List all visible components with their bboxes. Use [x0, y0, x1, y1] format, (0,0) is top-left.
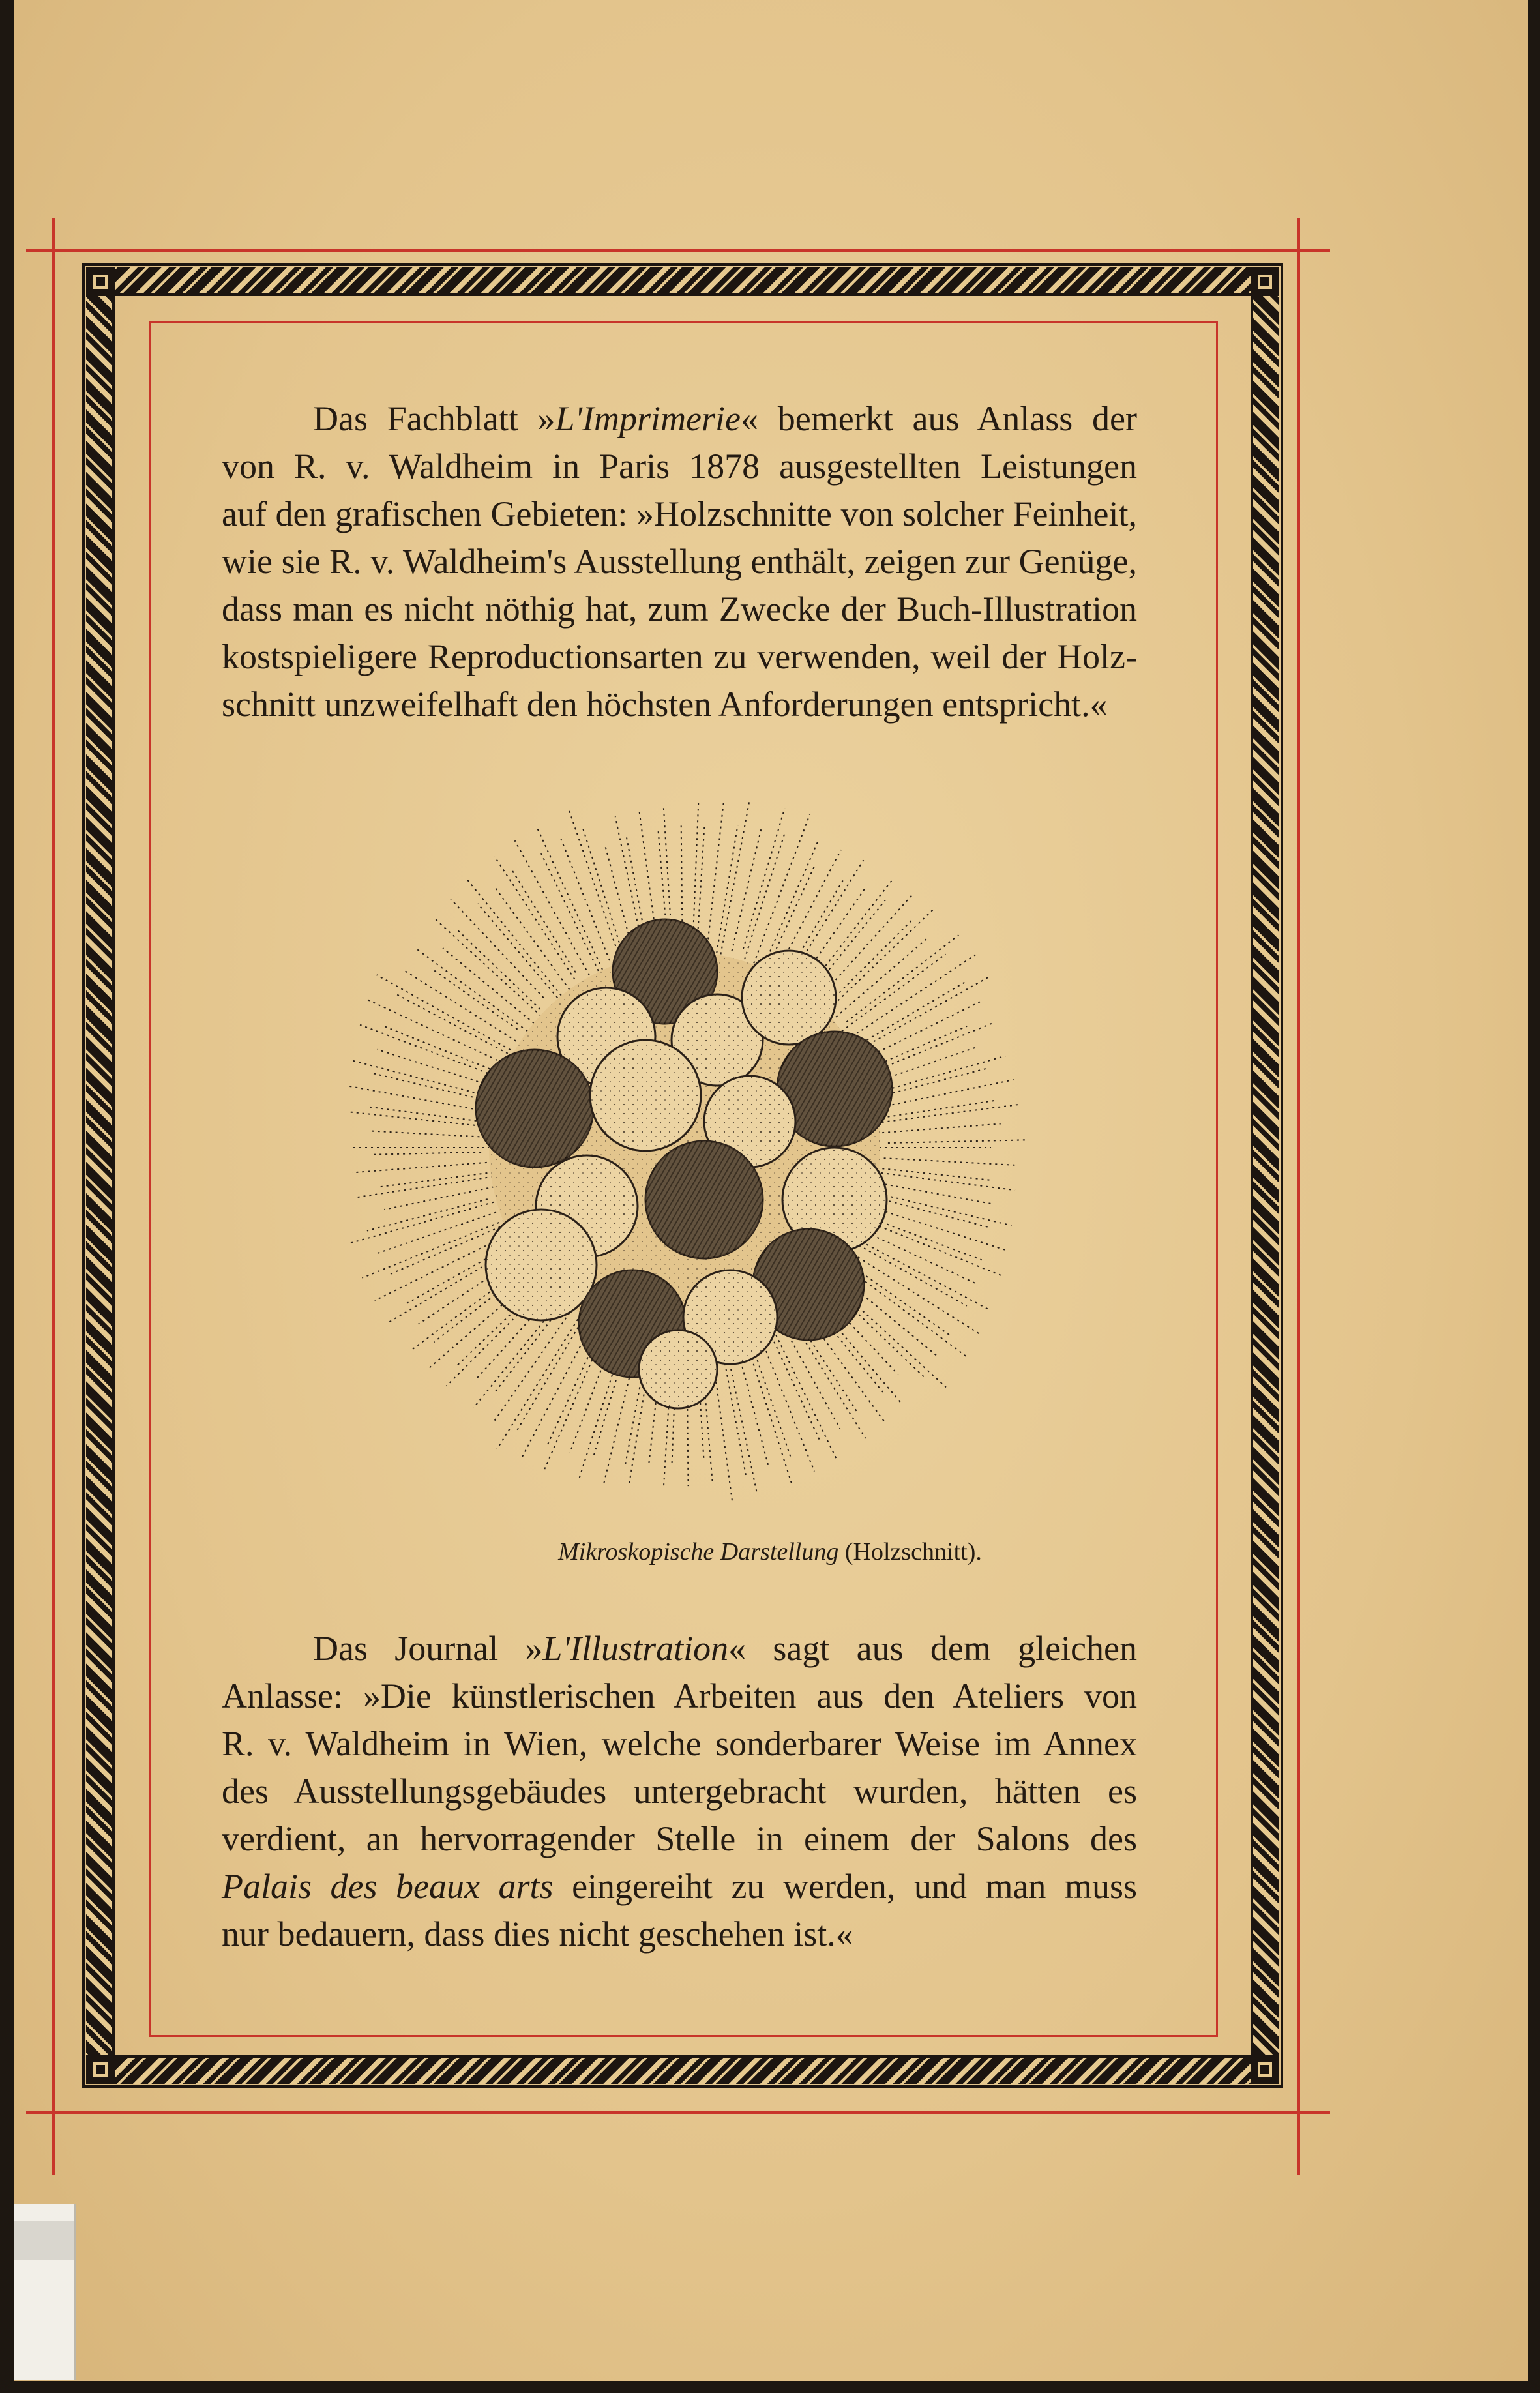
red-rule-top	[26, 249, 1330, 252]
corner-ornament-bottom-right	[1251, 2055, 1279, 2084]
light-cell-texture	[590, 1040, 701, 1151]
radiating-spine	[763, 841, 818, 968]
library-label-strip	[14, 2204, 76, 2380]
radiating-spine	[515, 840, 595, 985]
radiating-spine	[705, 801, 724, 962]
radiating-spine	[367, 1199, 488, 1230]
radiating-spine	[874, 1224, 1001, 1275]
text-line: von R. v. Waldheim in Paris 1878 ausgestellten Leistungen	[222, 447, 1137, 486]
radiating-spine	[348, 1202, 494, 1244]
scan-edge-left	[0, 0, 14, 2393]
corner-ornament-top-right	[1251, 267, 1279, 296]
corner-ornament-bottom-left	[86, 2055, 115, 2084]
radiating-spine	[876, 1105, 1020, 1123]
radiating-spine	[495, 856, 575, 979]
radiating-spine	[494, 1308, 572, 1421]
text-line: nur bedauern, dass dies nicht geschehen ist.«	[222, 1914, 853, 1954]
radiating-spine	[360, 1025, 499, 1078]
text-line: Palais des beaux arts eingereiht zu werden, und man muss	[222, 1867, 1137, 1906]
text-line: dass man es nicht nöthig hat, zum Zwecke der Buch-Illustration	[222, 589, 1137, 629]
radiating-spine	[371, 1131, 497, 1138]
radiating-spine	[377, 975, 516, 1052]
text-line: Anlasse: »Die künstlerischen Arbeiten aus den Ateliers von	[222, 1676, 1137, 1716]
red-rule-left	[52, 218, 55, 2175]
text-line: kostspieligere Reproductionsarten zu verwenden, weil der Holz-	[222, 637, 1137, 676]
radiating-spine	[378, 1172, 494, 1187]
radiating-spine	[349, 1086, 484, 1111]
scan-edge-bottom	[0, 2381, 1540, 2393]
radiating-spine	[741, 831, 786, 970]
radiating-spine	[767, 1326, 820, 1442]
light-cell-texture	[486, 1210, 597, 1320]
radiating-spine	[352, 1163, 486, 1173]
radiating-spine	[769, 864, 815, 964]
radiating-spine	[569, 810, 618, 952]
text-line: des Ausstellungsgebäudes untergebracht wurden, hätten es	[222, 1772, 1137, 1811]
radiating-spine	[833, 954, 946, 1038]
paragraph-l-imprimerie	[222, 395, 1137, 728]
radiating-spine	[443, 948, 539, 1027]
text-line: auf den grafischen Gebieten: »Holzschnitte von solcher Feinheit,	[222, 494, 1137, 533]
light-cell-texture	[639, 1330, 717, 1408]
radiating-spine	[872, 1157, 1015, 1165]
radiating-spine	[720, 802, 749, 954]
microscopic-engraving-illustration	[339, 782, 1030, 1519]
radiating-spine	[467, 880, 565, 1000]
radiating-spine	[478, 904, 565, 1007]
text-line: Das Fachblatt »L'Imprimerie« bemerkt aus Anlass der	[313, 399, 1137, 438]
red-rule-right	[1297, 218, 1300, 2175]
radiating-spine	[743, 808, 785, 949]
radiating-spine	[836, 937, 929, 1017]
caption-plain: (Holzschnitt).	[838, 1538, 982, 1566]
radiating-spine	[348, 1112, 493, 1127]
radiating-spine	[868, 1206, 1007, 1251]
dark-cell-texture	[476, 1050, 593, 1167]
text-line: schnitt unzweifelhaft den höchsten Anforderungen entspricht.«	[222, 685, 1108, 724]
dark-cell-texture	[645, 1141, 763, 1258]
radiating-spine	[451, 899, 544, 998]
radiating-spine	[512, 870, 576, 972]
radiating-spine	[367, 1000, 518, 1070]
radiating-spine	[373, 1152, 481, 1155]
radiating-spine	[853, 1242, 967, 1305]
figure-caption	[0, 1538, 1540, 1566]
radiating-spine	[415, 948, 537, 1038]
radiating-spine	[851, 1236, 989, 1310]
radiating-spine	[888, 1140, 1026, 1143]
light-cell-texture	[742, 951, 836, 1045]
red-rule-bottom	[26, 2111, 1330, 2114]
radiating-spine	[384, 1185, 505, 1210]
radiating-spine	[858, 976, 990, 1050]
radiating-spine	[842, 955, 975, 1043]
radiating-spine	[540, 852, 601, 976]
radiating-spine	[825, 909, 934, 1013]
radiating-spine	[692, 801, 698, 945]
scan-edge-right	[1528, 0, 1540, 2393]
radiating-spine	[358, 1176, 499, 1197]
radiating-spine	[851, 1266, 951, 1336]
radiating-spine	[851, 981, 966, 1049]
radiating-spine	[876, 1056, 1005, 1093]
radiating-spine	[752, 1343, 791, 1457]
caption-italic: Mikroskopische Darstellung	[558, 1538, 839, 1566]
radiating-spine	[881, 1069, 986, 1096]
text-line: R. v. Waldheim in Wien, welche sonderbarer Weise im Annex	[222, 1724, 1137, 1763]
radiating-spine	[846, 935, 958, 1022]
corner-ornament-top-left	[86, 267, 115, 296]
radiating-spine	[436, 919, 541, 1017]
text-line: verdient, an hervorragender Stelle in einem der Salons des	[222, 1819, 1137, 1858]
text-line: Das Journal »L'Illustration« sagt aus dem gleichen	[313, 1629, 1137, 1668]
text-line: wie sie R. v. Waldheim's Ausstellung enthält, zeigen zur Genüge,	[222, 542, 1137, 581]
radiating-spine	[456, 929, 540, 1009]
radiating-spine	[561, 839, 610, 960]
radiating-spine	[760, 1335, 814, 1472]
radiating-spine	[882, 1123, 1001, 1133]
radiating-spine	[370, 1107, 488, 1122]
radiating-spine	[885, 1184, 991, 1204]
radiating-spine	[722, 1346, 746, 1475]
radiating-spine	[473, 1307, 555, 1408]
radiating-spine	[868, 1002, 980, 1057]
radiating-spine	[497, 1309, 584, 1449]
radiating-spine	[698, 824, 705, 940]
radiating-spine	[732, 827, 762, 951]
paragraph-l-illustration	[222, 1625, 1137, 1958]
